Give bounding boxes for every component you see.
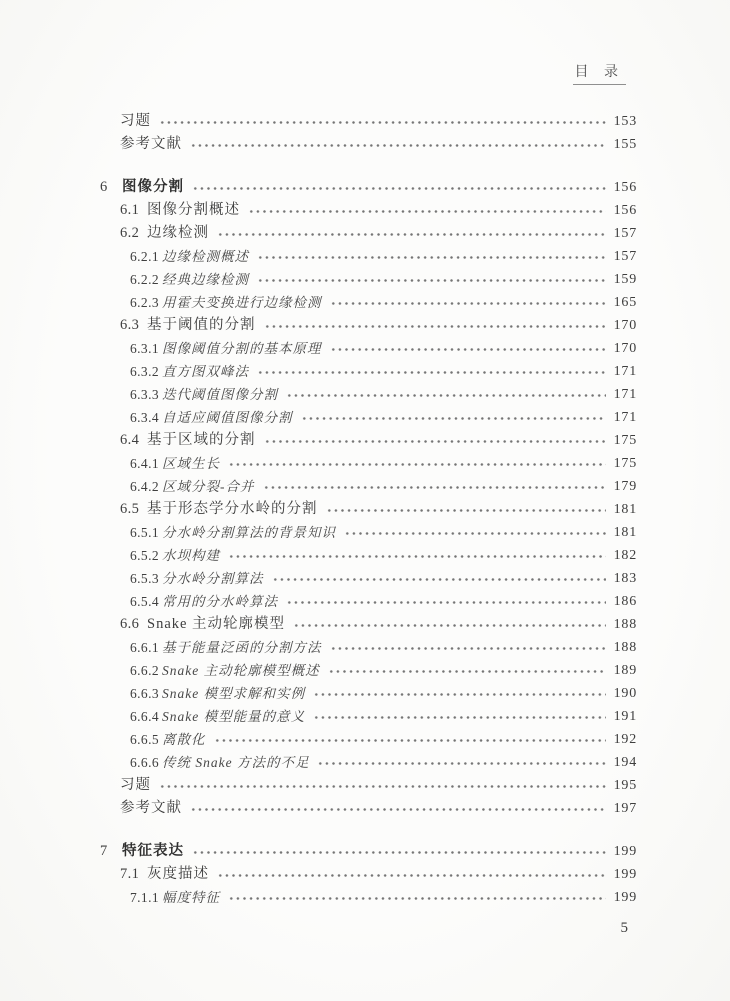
toc-entry-row bbox=[100, 797, 637, 820]
toc-entry-page: 194 bbox=[613, 755, 637, 770]
toc-entry-number: 7.1 bbox=[120, 866, 140, 882]
toc-entry-row bbox=[100, 521, 637, 544]
dot-leader bbox=[329, 636, 607, 659]
toc-entry-page: 188 bbox=[613, 617, 637, 632]
dot-leader bbox=[191, 840, 606, 863]
toc-entry-title: 用霍夫变换进行边缘检测 bbox=[162, 295, 322, 310]
toc-entry-row bbox=[100, 613, 637, 636]
toc-entry-row bbox=[100, 360, 637, 383]
toc-entry-row bbox=[100, 774, 637, 797]
toc-entry-title: 离散化 bbox=[162, 732, 206, 747]
toc-entry-row bbox=[100, 886, 637, 909]
dot-leader bbox=[216, 863, 606, 886]
toc-entry-number: 6.6.4 bbox=[130, 709, 159, 724]
toc-entry-row bbox=[100, 567, 637, 590]
dot-leader bbox=[263, 314, 607, 337]
toc-entry-page: 181 bbox=[613, 502, 637, 517]
toc-entry-row bbox=[100, 751, 637, 774]
dot-leader bbox=[316, 751, 606, 774]
toc-entry-page: 171 bbox=[613, 364, 637, 379]
toc-entry-title: 灰度描述 bbox=[147, 866, 209, 882]
toc-entry-page: 199 bbox=[613, 844, 637, 859]
toc-entry-title: 经典边缘检测 bbox=[162, 272, 249, 287]
dot-leader bbox=[329, 337, 607, 360]
toc-entry-row bbox=[100, 705, 637, 728]
dot-leader bbox=[227, 452, 606, 475]
toc-entry-number: 6.2.1 bbox=[130, 249, 159, 264]
running-head-title: 目 录 bbox=[573, 61, 627, 85]
toc-entry-title: 水坝构建 bbox=[162, 548, 220, 563]
toc-entry-title: 基于能量泛函的分割方法 bbox=[162, 640, 322, 655]
toc-entry-row bbox=[100, 475, 637, 498]
dot-leader bbox=[312, 705, 606, 728]
toc-entry-number: 6.4.1 bbox=[130, 456, 159, 471]
toc-entry-row bbox=[100, 314, 637, 337]
dot-leader bbox=[285, 590, 606, 613]
dot-leader bbox=[300, 406, 607, 429]
dot-leader bbox=[191, 176, 606, 199]
page-number-folio: 5 bbox=[620, 920, 628, 936]
toc-entry-page: 175 bbox=[613, 456, 637, 471]
toc-entry-number: 6.5 bbox=[120, 501, 140, 517]
toc-entry-row bbox=[100, 176, 637, 199]
toc-entry-page: 170 bbox=[613, 341, 637, 356]
dot-leader bbox=[213, 728, 607, 751]
toc-entry-number: 6.2 bbox=[120, 225, 140, 241]
toc-entry-row bbox=[100, 840, 637, 863]
toc-entry-number: 6.2.2 bbox=[130, 272, 159, 287]
toc-entry-number: 6.6.2 bbox=[130, 663, 159, 678]
toc-entry-title: 区域生长 bbox=[162, 456, 220, 471]
toc-entry-title: 边缘检测 bbox=[147, 225, 209, 241]
toc-entry-title: 图像分割 bbox=[122, 179, 184, 195]
toc-entry-title: 习题 bbox=[120, 113, 151, 129]
toc-entry-page: 199 bbox=[613, 867, 637, 882]
toc-entry-title: 幅度特征 bbox=[162, 890, 220, 905]
toc-entry-row bbox=[100, 268, 637, 291]
toc-entry-page: 156 bbox=[613, 180, 637, 195]
dot-leader bbox=[189, 797, 606, 820]
toc-entry-number: 6.6.6 bbox=[130, 755, 159, 770]
toc-entry-number: 6.6 bbox=[120, 616, 140, 632]
toc-list bbox=[100, 110, 637, 909]
dot-leader bbox=[325, 498, 607, 521]
toc-entry-page: 175 bbox=[613, 433, 637, 448]
toc-entry-title: 分水岭分割算法的背景知识 bbox=[162, 525, 336, 540]
dot-leader bbox=[189, 133, 606, 156]
dot-leader bbox=[256, 245, 606, 268]
toc-entry-row bbox=[100, 291, 637, 314]
toc-entry-title: 基于阈值的分割 bbox=[147, 317, 256, 333]
toc-entry-title: 直方图双峰法 bbox=[162, 364, 249, 379]
toc-entry-row bbox=[100, 863, 637, 886]
toc-entry-number: 6.3.4 bbox=[130, 410, 159, 425]
toc-entry-row bbox=[100, 682, 637, 705]
toc-entry-number: 6.6.3 bbox=[130, 686, 159, 701]
toc-entry-number: 6.1 bbox=[120, 202, 140, 218]
toc-entry-title: 基于形态学分水岭的分割 bbox=[147, 501, 318, 517]
toc-entry-number: 6.5.4 bbox=[130, 594, 159, 609]
toc-entry-title: Snake 主动轮廓模型 bbox=[147, 616, 286, 632]
toc-entry-title: 分水岭分割算法 bbox=[162, 571, 264, 586]
toc-entry-row bbox=[100, 659, 637, 682]
toc-entry-title: 基于区域的分割 bbox=[147, 432, 256, 448]
dot-leader bbox=[343, 521, 606, 544]
dot-leader bbox=[247, 199, 606, 222]
toc-entry-page: 156 bbox=[613, 203, 637, 218]
toc-entry-title: 自适应阈值图像分割 bbox=[162, 410, 293, 425]
toc-entry-title: 边缘检测概述 bbox=[162, 249, 249, 264]
toc-entry-page: 189 bbox=[613, 663, 637, 678]
dot-leader bbox=[158, 774, 606, 797]
toc-entry-number: 6.3.3 bbox=[130, 387, 159, 402]
toc-entry-page: 159 bbox=[613, 272, 637, 287]
toc-entry-page: 171 bbox=[613, 410, 637, 425]
toc-entry-title: 迭代阈值图像分割 bbox=[162, 387, 278, 402]
toc-entry-page: 191 bbox=[613, 709, 637, 724]
toc-entry-page: 195 bbox=[613, 778, 637, 793]
toc-entry-title: 图像分割概述 bbox=[147, 202, 240, 218]
toc-entry-page: 199 bbox=[613, 890, 637, 905]
toc-entry-number: 6.6.1 bbox=[130, 640, 159, 655]
toc-entry-title: 图像阈值分割的基本原理 bbox=[162, 341, 322, 356]
dot-leader bbox=[329, 291, 607, 314]
toc-entry-number: 7.1.1 bbox=[130, 890, 159, 905]
toc-entry-row bbox=[100, 337, 637, 360]
dot-leader bbox=[262, 475, 607, 498]
toc-entry-title: Snake 主动轮廓模型概述 bbox=[162, 663, 320, 678]
toc-entry-row bbox=[100, 636, 637, 659]
toc-entry-row bbox=[100, 498, 637, 521]
toc-entry-number: 6.5.2 bbox=[130, 548, 159, 563]
dot-leader bbox=[227, 886, 606, 909]
dot-leader bbox=[256, 268, 606, 291]
toc-entry-row bbox=[100, 544, 637, 567]
toc-entry-number: 6.4 bbox=[120, 432, 140, 448]
toc-entry-title: 常用的分水岭算法 bbox=[162, 594, 278, 609]
toc-entry-number: 6.3.1 bbox=[130, 341, 159, 356]
toc-entry-title: Snake 模型能量的意义 bbox=[162, 709, 306, 724]
toc-entry-row bbox=[100, 406, 637, 429]
toc-entry-number: 6.2.3 bbox=[130, 295, 159, 310]
toc-entry-page: 179 bbox=[613, 479, 637, 494]
dot-leader bbox=[227, 544, 606, 567]
dot-leader bbox=[158, 110, 606, 133]
toc-entry-page: 190 bbox=[613, 686, 637, 701]
toc-entry-page: 157 bbox=[613, 249, 637, 264]
toc-entry-number: 6.4.2 bbox=[130, 479, 159, 494]
toc-entry-title: 特征表达 bbox=[122, 843, 184, 859]
toc-entry-page: 186 bbox=[613, 594, 637, 609]
dot-leader bbox=[285, 383, 606, 406]
toc-entry-row bbox=[100, 429, 637, 452]
toc-entry-number: 6 bbox=[100, 179, 108, 195]
toc-entry-page: 182 bbox=[613, 548, 637, 563]
toc-entry-number: 6.5.3 bbox=[130, 571, 159, 586]
toc-entry-number: 6.3.2 bbox=[130, 364, 159, 379]
dot-leader bbox=[271, 567, 607, 590]
toc-entry-number: 6.3 bbox=[120, 317, 140, 333]
dot-leader bbox=[256, 360, 606, 383]
toc-entry-page: 170 bbox=[613, 318, 637, 333]
toc-entry-row bbox=[100, 383, 637, 406]
toc-entry-title: 区域分裂-合并 bbox=[162, 479, 255, 494]
toc-entry-title: 参考文献 bbox=[120, 800, 182, 816]
dot-leader bbox=[312, 682, 606, 705]
dot-leader bbox=[292, 613, 606, 636]
toc-entry-page: 157 bbox=[613, 226, 637, 241]
toc-entry-row bbox=[100, 245, 637, 268]
toc-entry-row bbox=[100, 728, 637, 751]
toc-entry-page: 183 bbox=[613, 571, 637, 586]
toc-entry-row bbox=[100, 222, 637, 245]
toc-entry-row bbox=[100, 590, 637, 613]
toc-entry-title: 参考文献 bbox=[120, 136, 182, 152]
dot-leader bbox=[263, 429, 607, 452]
toc-entry-page: 165 bbox=[613, 295, 637, 310]
toc-entry-row bbox=[100, 199, 637, 222]
toc-entry-page: 181 bbox=[613, 525, 637, 540]
toc-entry-number: 7 bbox=[100, 843, 108, 859]
toc-entry-page: 192 bbox=[613, 732, 637, 747]
toc-entry-page: 197 bbox=[613, 801, 637, 816]
toc-entry-title: Snake 模型求解和实例 bbox=[162, 686, 306, 701]
toc-entry-row bbox=[100, 110, 637, 133]
dot-leader bbox=[327, 659, 606, 682]
toc-entry-number: 6.6.5 bbox=[130, 732, 159, 747]
toc-entry-title: 习题 bbox=[120, 777, 151, 793]
toc-entry-page: 153 bbox=[613, 114, 637, 129]
toc-entry-row bbox=[100, 452, 637, 475]
toc-entry-page: 171 bbox=[613, 387, 637, 402]
toc-entry-row bbox=[100, 133, 637, 156]
toc-entry-page: 188 bbox=[613, 640, 637, 655]
dot-leader bbox=[216, 222, 606, 245]
toc-entry-page: 155 bbox=[613, 137, 637, 152]
toc-entry-title: 传统 Snake 方法的不足 bbox=[162, 755, 310, 770]
toc-entry-number: 6.5.1 bbox=[130, 525, 159, 540]
